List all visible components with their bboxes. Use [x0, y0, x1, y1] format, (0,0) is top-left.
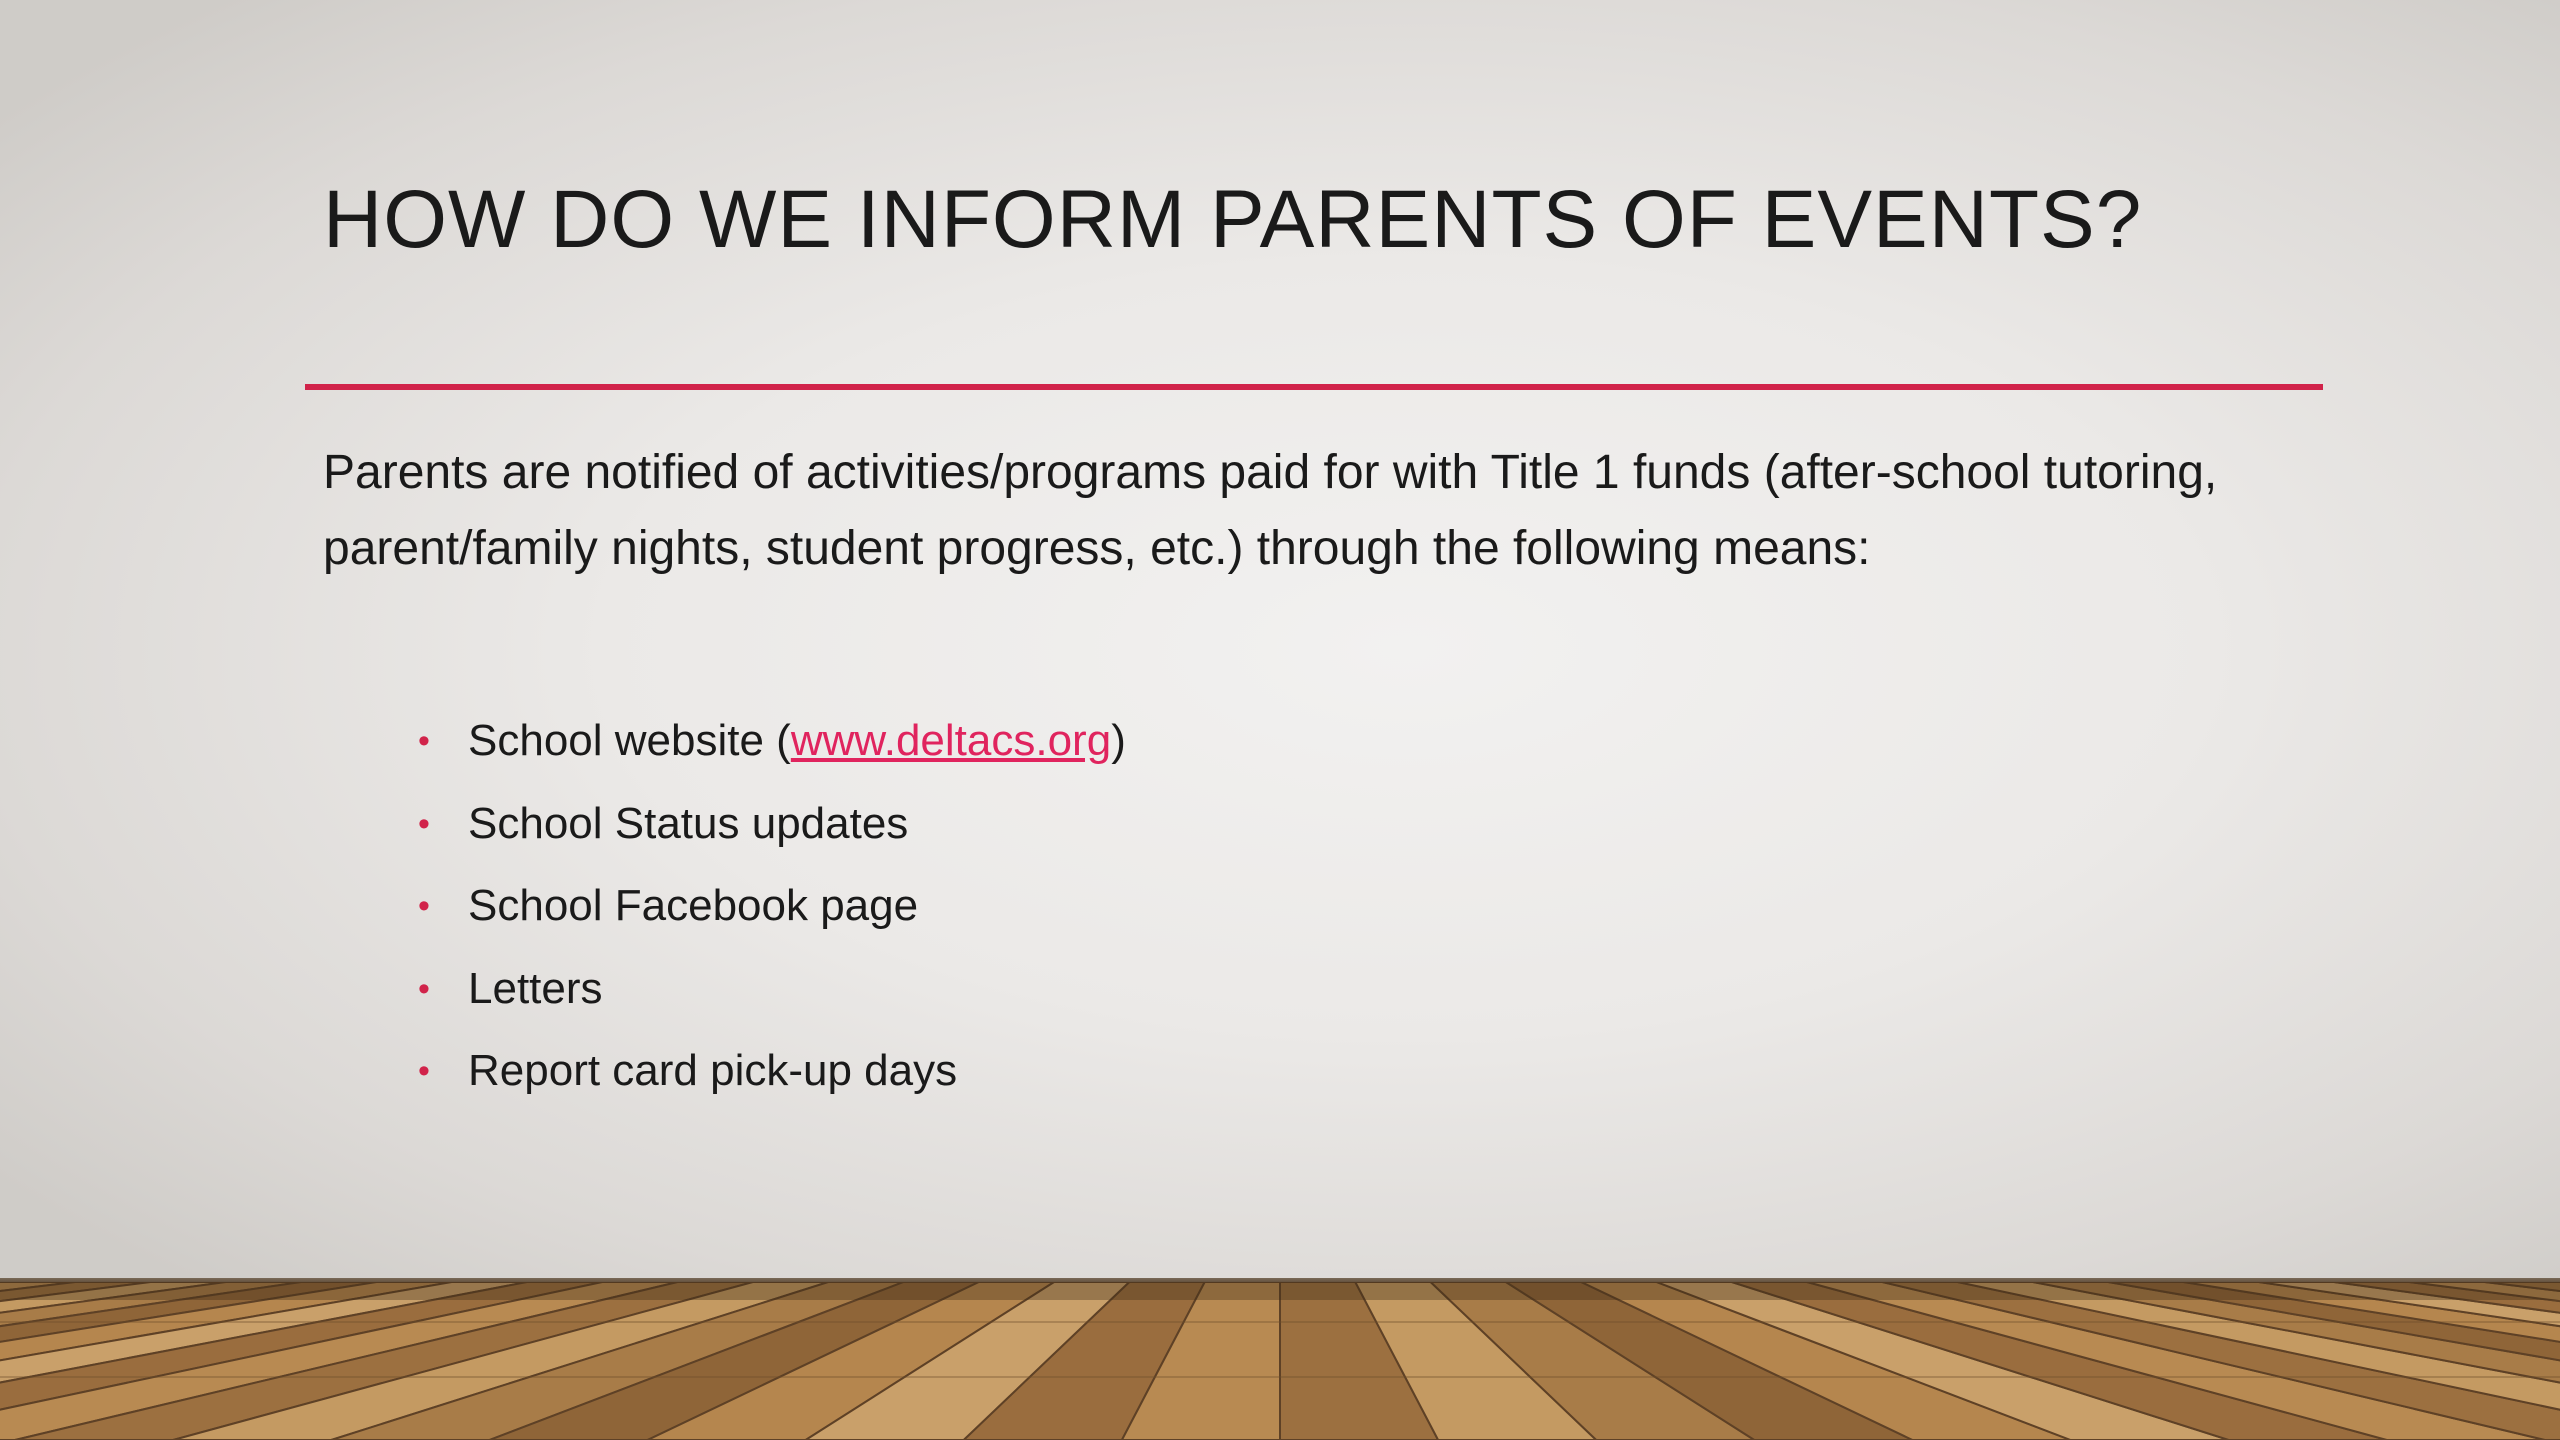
bullet-icon: • — [418, 1052, 430, 1090]
list-item-text: School Status updates — [468, 798, 909, 848]
list-item-suffix: ) — [1111, 716, 1126, 765]
list-item — [418, 948, 1126, 1031]
title-divider — [305, 384, 2323, 390]
school-website-link[interactable]: www.deltacs.org — [790, 716, 1112, 765]
list-item — [418, 700, 1126, 783]
intro-line-1: Parents are notified of activities/programs paid for with Title 1 funds (after-school tutoring, — [323, 446, 2218, 499]
wood-floor-background — [0, 1282, 2560, 1440]
list-item — [418, 865, 1126, 948]
list-item-text: School website ( — [468, 716, 791, 765]
wood-floor-image — [0, 1282, 2560, 1440]
bullet-icon: • — [418, 969, 430, 1008]
intro-line-2: parent/family nights, student progress, etc.) through the following means: — [323, 522, 1871, 575]
slide-title: HOW DO WE INFORM PARENTS OF EVENTS? — [323, 174, 2143, 265]
means-list — [418, 700, 1126, 1113]
bullet-icon: • — [418, 887, 430, 925]
list-item — [418, 783, 1126, 866]
bullet-icon: • — [418, 804, 430, 843]
list-item-text: School Facebook page — [468, 881, 919, 930]
list-item — [418, 1030, 1126, 1113]
list-item-text: Report card pick-up days — [468, 1046, 958, 1095]
list-item-text: Letters — [468, 963, 603, 1013]
bullet-icon: • — [418, 722, 430, 760]
intro-paragraph — [323, 435, 2323, 587]
floor-shadow — [0, 1282, 2560, 1300]
